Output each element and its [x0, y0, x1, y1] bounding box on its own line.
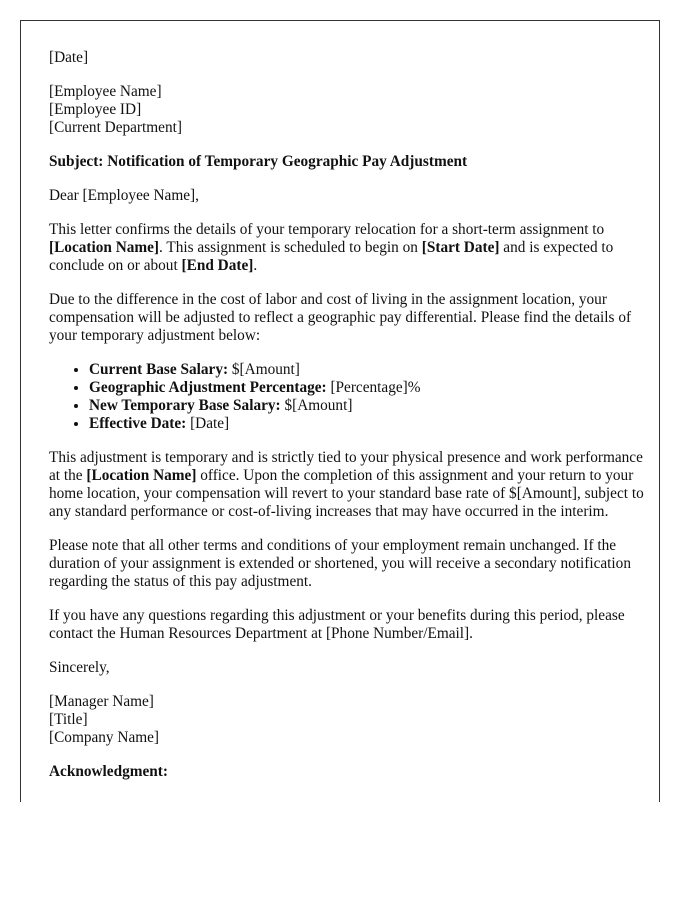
employee-name: [Employee Name]	[49, 83, 162, 100]
paragraph-terms: Please note that all other terms and conditions of your employment remain unchanged. If the duration of your assignment is extended or shortened, you will receive a secondary notification regarding the status of this pay adjustment.	[49, 537, 631, 590]
salutation: Dear [Employee Name],	[49, 187, 199, 204]
paragraph-relocation: This letter confirms the details of your temporary relocation for a short-term assignment to [Location Name]. This assignment is scheduled to begin on [Start Date] and is expected to conclude on or about [End Date].	[49, 221, 614, 274]
list-item: • Current Base Salary: $[Amount]	[89, 361, 645, 379]
employee-id: [Employee ID]	[49, 101, 142, 118]
manager-title: [Title]	[49, 711, 88, 728]
manager-name: [Manager Name]	[49, 693, 154, 710]
paragraph-compensation: Due to the difference in the cost of labor and cost of living in the assignment location, your compensation will be adjusted to reflect a geographic pay differential. Please find the details of your temporary adjustment below:	[49, 291, 632, 344]
subject-line: Subject: Notification of Temporary Geographic Pay Adjustment	[49, 153, 468, 170]
signature-block	[49, 693, 645, 747]
list-item: • Geographic Adjustment Percentage: [Percentage]%	[89, 379, 645, 397]
paragraph-temporary: This adjustment is temporary and is strictly tied to your physical presence and work performance at the [Location Name] office. Upon the completion of this assignment and your return to your home location, your compensation will revert to your standard base rate of $[Amount], subject to any standard performance or cost-of-living increases that may have occurred in the interim.	[49, 449, 644, 520]
closing: Sincerely,	[49, 659, 110, 676]
list-item: • Effective Date: [Date]	[89, 415, 645, 433]
paragraph-contact: If you have any questions regarding this adjustment or your benefits during this period, please contact the Human Resources Department at [Phone Number/Email].	[49, 607, 625, 642]
letter-page	[20, 20, 660, 802]
current-department: [Current Department]	[49, 119, 182, 136]
company-name: [Company Name]	[49, 729, 160, 746]
recipient-block	[49, 83, 645, 137]
acknowledgment-heading: Acknowledgment:	[49, 763, 168, 780]
list-item: • New Temporary Base Salary: $[Amount]	[89, 397, 645, 415]
adjustment-details-list	[49, 361, 645, 433]
date: [Date]	[49, 49, 89, 66]
